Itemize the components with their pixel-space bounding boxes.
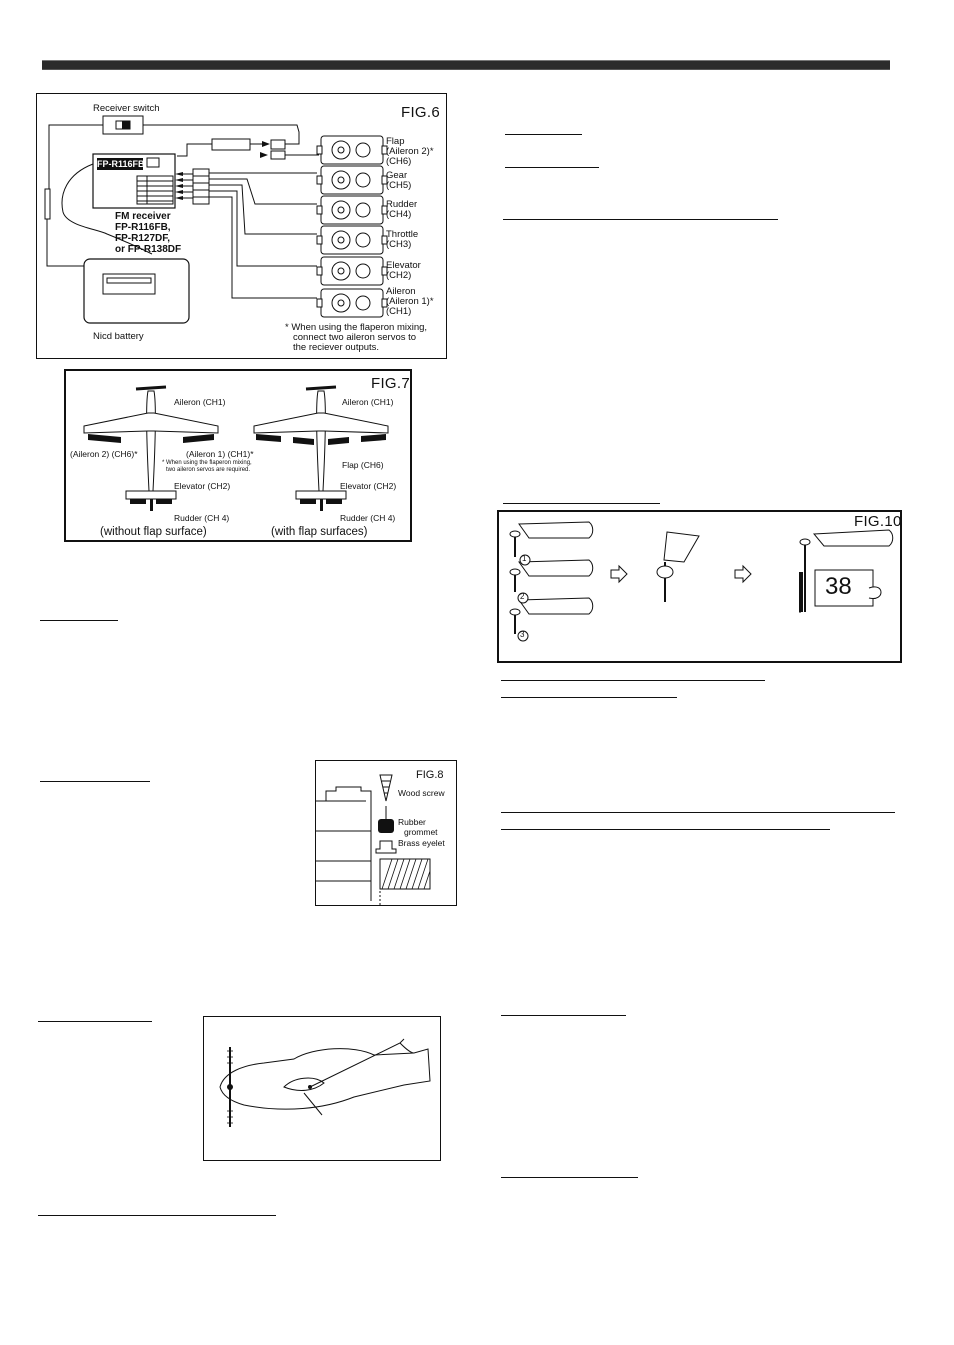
receiver-badge: FP-R116FB [97,159,145,169]
heading-underline [501,697,677,698]
servo-label-line: (CH3) [386,239,412,250]
fig9-drawing [204,1017,440,1160]
fig9-antenna-diagram [203,1016,441,1161]
fig7-left-note-line: * When using the flaperon mixing, [162,460,252,466]
servo-label-line: (CH2) [386,270,412,281]
servo-label-aileron [386,287,434,317]
servo-label-line: Throttle [386,229,419,240]
fig10-tag-number: 38 [825,573,852,600]
fig7-left-rudder: Rudder (CH 4) [174,513,230,523]
fig8-grommet-line: Rubber [398,817,426,827]
heading-underline [501,1015,626,1016]
fig10-clevis-diagram [497,510,902,663]
fig10-step-2: 2 [520,592,525,601]
fig6-note-line: the reciever outputs. [293,342,380,353]
servo-label-line: Elevator [386,260,421,271]
battery-label: Nicd battery [93,331,144,342]
heading-underline [501,812,895,813]
servo-label-line: Gear [386,170,408,181]
servo-label-line: Aileron [386,286,416,297]
fig7-right-rudder: Rudder (CH 4) [340,513,396,523]
fig10-step-1: 1 [522,554,527,563]
heading-underline [505,134,582,135]
servo-label-rudder [386,200,417,220]
heading-underline [503,219,778,220]
fig6-drawing [37,94,446,358]
fig6-wiring-diagram [36,93,447,359]
servo-label-line: (Aileron 1)* [386,296,434,307]
servo-label-line: (Aileron 2)* [386,146,434,157]
fig7-left-aileron2: (Aileron 2) (CH6)* [70,449,138,459]
receiver-label-line: FP-R116FB, [115,222,171,233]
servo-label-elevator [386,261,421,281]
servo-label-flap [386,137,434,167]
fig7-left-aileron1: (Aileron 1) (CH1)* [186,449,254,459]
fig6-note-line: connect two aileron servos to [293,332,417,343]
receiver-label-line: FM receiver [115,211,171,222]
servo-label-line: (CH1) [386,306,412,317]
fig6-note-line: * When using the flaperon mixing, [285,322,428,333]
heading-underline [501,829,830,830]
header-bar [42,60,890,70]
receiver-label-line: or FP-R138DF [115,244,182,255]
servo-label-line: Flap [386,136,405,147]
fig7-left-aileron-ch1: Aileron (CH1) [174,397,226,407]
heading-underline [503,503,660,504]
heading-underline [38,1021,152,1022]
fig8-mounting-diagram [315,760,457,906]
fig7-title: FIG.7 [371,375,411,392]
fig7-control-surfaces [64,369,412,542]
servo-label-line: (CH6) [386,156,412,167]
heading-underline [40,620,118,621]
fig6-title: FIG.6 [401,104,441,121]
servo-label-throttle [386,230,418,250]
receiver-label [115,211,181,255]
fig7-left-caption: (without flap surface) [100,526,207,538]
receiver-label-line: FP-R127DF, [115,233,171,244]
fig8-brass-eyelet: Brass eyelet [398,838,445,848]
fig7-left-elevator: Elevator (CH2) [174,481,231,491]
receiver-switch-label: Receiver switch [93,103,160,114]
heading-underline [505,167,599,168]
fig7-right-elevator: Elevator (CH2) [340,481,397,491]
fig8-wood-screw: Wood screw [398,788,445,798]
fig7-right-flap: Flap (CH6) [342,460,384,470]
heading-underline [501,680,765,681]
fig8-rubber-grommet [398,817,438,837]
fig10-title: FIG.10 [854,513,902,530]
servo-label-line: (CH4) [386,209,412,220]
heading-underline [40,781,150,782]
servo-label-line: Rudder [386,199,418,210]
fig7-right-aileron-ch1: Aileron (CH1) [342,397,394,407]
fig10-step-3: 3 [520,630,525,639]
fig8-grommet-line: grommet [404,827,438,837]
fig7-right-caption: (with flap surfaces) [271,526,368,538]
fig7-left-note-line: two aileron servos are required. [166,466,251,473]
servo-label-line: (CH5) [386,180,412,191]
servo-label-gear [386,171,411,191]
heading-underline [38,1215,276,1216]
fig7-left-note [162,460,252,473]
fig6-note [285,323,427,353]
heading-underline [501,1177,638,1178]
fig8-title: FIG.8 [416,769,444,781]
